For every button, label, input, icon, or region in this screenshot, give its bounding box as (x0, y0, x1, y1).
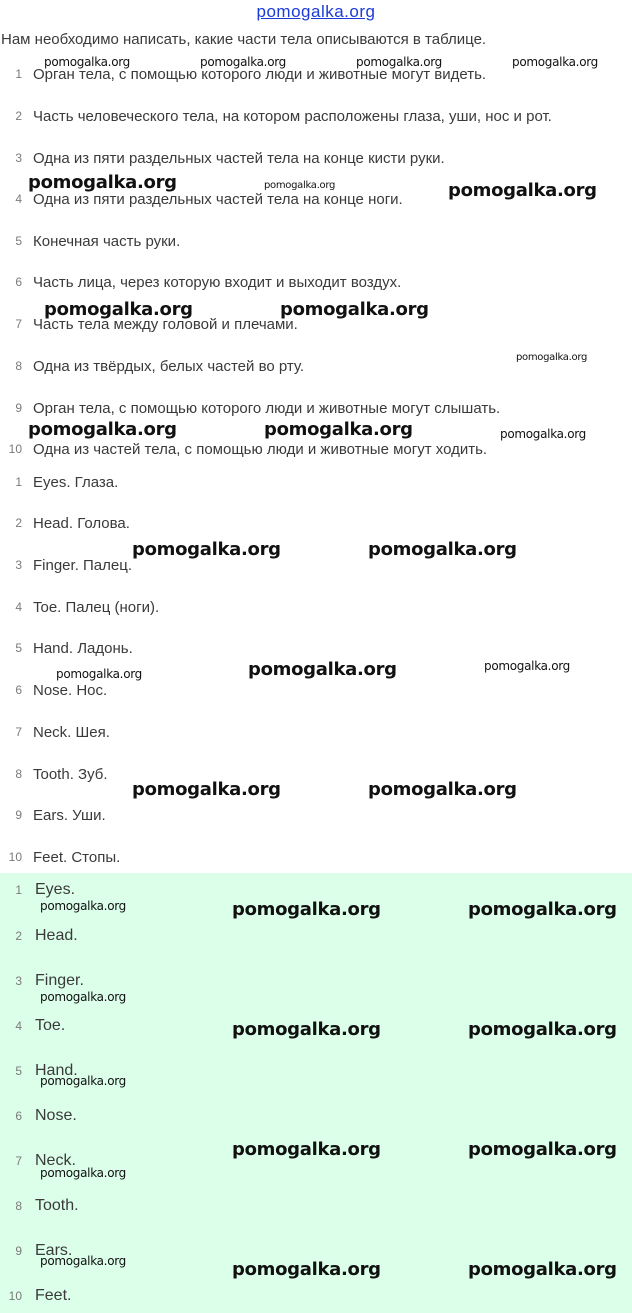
row-text: Одна из твёрдых, белых частей во рту. (33, 357, 305, 375)
row-number: 6 (15, 1109, 22, 1123)
question-row (0, 398, 500, 418)
watermark: pomogalka.org (132, 539, 281, 560)
watermark: pomogalka.org (40, 1166, 126, 1180)
row-text: Finger. (35, 972, 84, 989)
watermark: pomogalka.org (40, 899, 126, 913)
row-text: Орган тела, с помощью которого люди и животные могут слышать. (33, 399, 501, 417)
question-row (0, 439, 487, 459)
row-text: Neck. Шея. (33, 723, 110, 741)
row-number: 9 (15, 401, 22, 415)
watermark: pomogalka.org (368, 539, 517, 560)
row-text: Ears. (35, 1242, 73, 1259)
row-number: 1 (15, 475, 22, 489)
translation-row (0, 472, 118, 492)
watermark: pomogalka.org (56, 667, 142, 681)
row-text: Ears. Уши. (33, 806, 106, 824)
row-text: Орган тела, с помощью которого люди и животные могут видеть. (33, 65, 487, 83)
row-number: 8 (15, 1199, 22, 1213)
row-text: Часть человеческого тела, на котором расположены глаза, уши, нос и рот. (33, 107, 552, 125)
row-text: Head. (35, 927, 78, 944)
row-number: 3 (15, 974, 22, 988)
watermark: pomogalka.org (368, 779, 517, 800)
watermark: pomogalka.org (516, 352, 588, 363)
site-link[interactable]: pomogalka.org (256, 2, 376, 21)
row-text: Nose. (35, 1107, 77, 1124)
watermark: pomogalka.org (200, 55, 286, 69)
row-number: 7 (15, 1154, 22, 1168)
watermark: pomogalka.org (448, 180, 597, 201)
watermark: pomogalka.org (232, 899, 381, 920)
answer-row (0, 1015, 65, 1037)
row-number: 2 (15, 109, 22, 123)
watermark: pomogalka.org (232, 1019, 381, 1040)
row-text: Одна из пяти раздельных частей тела на конце кисти руки. (33, 149, 445, 167)
row-number: 5 (15, 641, 22, 655)
row-number: 4 (15, 1019, 22, 1033)
watermark: pomogalka.org (232, 1139, 381, 1160)
row-number: 8 (15, 359, 22, 373)
row-text: Одна из пяти раздельных частей тела на конце ноги. (33, 190, 403, 208)
watermark: pomogalka.org (40, 1074, 126, 1088)
watermark: pomogalka.org (232, 1259, 381, 1280)
watermark: pomogalka.org (468, 1019, 617, 1040)
row-text: Head. Голова. (33, 514, 130, 532)
row-number: 4 (15, 192, 22, 206)
translation-row (0, 722, 110, 742)
row-number: 9 (15, 808, 22, 822)
question-row (0, 148, 445, 168)
row-number: 6 (15, 275, 22, 289)
row-number: 1 (15, 67, 22, 81)
row-number: 5 (15, 1064, 22, 1078)
question-row (0, 272, 401, 292)
answer-row (0, 879, 75, 901)
row-text: Eyes. Глаза. (33, 473, 119, 491)
row-text: Nose. Нос. (33, 681, 108, 699)
row-text: Eyes. (35, 881, 76, 898)
row-text: Feet. Стопы. (33, 848, 121, 866)
row-number: 8 (15, 767, 22, 781)
answers-panel (0, 873, 632, 1313)
question-row (0, 231, 180, 251)
answer-row (0, 1195, 79, 1217)
row-text: Часть тела между головой и плечами. (33, 315, 298, 333)
row-text: Tooth. Зуб. (33, 765, 108, 783)
watermark: pomogalka.org (280, 299, 429, 320)
watermark: pomogalka.org (356, 55, 442, 69)
intro-text: Нам необходимо написать, какие части тела описываются в таблице. (1, 31, 487, 48)
row-text: Часть лица, через которую входит и выходит воздух. (33, 273, 402, 291)
watermark: pomogalka.org (264, 419, 413, 440)
row-number: 10 (8, 1289, 22, 1303)
row-text: Feet. (35, 1287, 72, 1304)
row-text: Toe. (35, 1017, 66, 1034)
row-text: Finger. Палец. (33, 556, 133, 574)
row-text: Hand. Ладонь. (33, 639, 133, 657)
row-text: Hand. (35, 1062, 78, 1079)
row-number: 3 (15, 151, 22, 165)
translation-row (0, 805, 106, 825)
answer-row (0, 925, 78, 947)
translation-row (0, 638, 133, 658)
translation-row (0, 555, 132, 575)
question-row (0, 106, 552, 126)
row-text: Одна из частей тела, с помощью люди и животные могут ходить. (33, 440, 488, 458)
row-text: Tooth. (35, 1197, 79, 1214)
watermark: pomogalka.org (28, 172, 177, 193)
row-number: 9 (15, 1244, 22, 1258)
row-text: Конечная часть руки. (33, 232, 181, 250)
question-row (0, 356, 304, 376)
row-number: 3 (15, 558, 22, 572)
watermark: pomogalka.org (40, 1254, 126, 1268)
watermark: pomogalka.org (44, 299, 193, 320)
row-number: 7 (15, 317, 22, 331)
row-number: 5 (15, 234, 22, 248)
watermark: pomogalka.org (248, 659, 397, 680)
watermark: pomogalka.org (468, 1139, 617, 1160)
row-number: 6 (15, 683, 22, 697)
watermark: pomogalka.org (512, 55, 598, 69)
watermark: pomogalka.org (44, 55, 130, 69)
row-text: Toe. Палец (ноги). (33, 598, 160, 616)
watermark: pomogalka.org (132, 779, 281, 800)
translation-row (0, 597, 159, 617)
row-text: Neck. (35, 1152, 76, 1169)
answer-row (0, 1285, 71, 1307)
watermark: pomogalka.org (40, 990, 126, 1004)
answer-row (0, 970, 84, 992)
watermark: pomogalka.org (468, 1259, 617, 1280)
row-number: 10 (8, 442, 22, 456)
watermark: pomogalka.org (484, 659, 570, 673)
row-number: 4 (15, 600, 22, 614)
row-number: 7 (15, 725, 22, 739)
translation-row (0, 680, 107, 700)
row-number: 10 (8, 850, 22, 864)
watermark: pomogalka.org (500, 427, 586, 441)
row-number: 1 (15, 883, 22, 897)
watermark: pomogalka.org (28, 419, 177, 440)
translation-row (0, 764, 108, 784)
answer-row (0, 1105, 77, 1127)
translation-row (0, 847, 120, 867)
watermark: pomogalka.org (264, 180, 336, 191)
watermark: pomogalka.org (468, 899, 617, 920)
row-number: 2 (15, 929, 22, 943)
row-number: 2 (15, 516, 22, 530)
translation-row (0, 513, 130, 533)
